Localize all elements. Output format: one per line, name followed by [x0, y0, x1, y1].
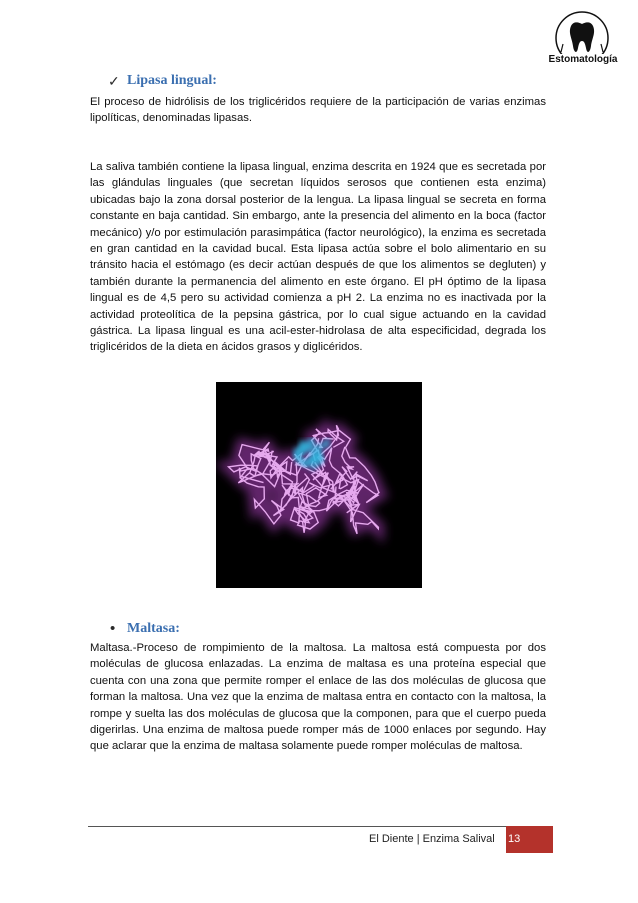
logo — [543, 8, 621, 72]
check-icon: ✓ — [108, 73, 120, 89]
bullet-icon: • — [110, 620, 116, 637]
maltasa-paragraph: Maltasa.-Proceso de rompimiento de la maltosa. La maltosa está compuesta por dos moléculas de glucosa enlazadas. La enzima de maltasa es una proteína especial que cuenta con una zona que permite romper el enlace de las dos moléculas de glucosa que forman la maltosa. Una vez que la enzima de maltasa entra en contacto con la maltosa, la rompe y suelta las dos moléculas de glucosa que la componen, para que el cuerpo pueda digerirlas. Una enzima de maltosa puede romper más de 1000 enlaces por segundo. Hay que aclarar que la enzima de maltasa solamente puede romper moléculas de maltosa. — [90, 642, 546, 753]
lipasa-paragraph: La saliva también contiene la lipasa lingual, enzima descrita en 1924 que es secretada por las glándulas linguales (que secretan líquidos serosos que contienen esta enzima) ubicadas bajo la zona dorsal posterior de la lengua. La lipasa lingual se secreta en forma constante en baja cantidad. Sin embargo, ante la presencia del alimento en la boca (factor mecánico) y/o por estimulación parasimpática (factor neurológico), la enzima es secretada en gran cantidad en la cavidad bucal. Esta lipasa actúa sobre el bolo alimentario en su tránsito hacia el estómago (es decir actúan después de que los alimentos se degluten) y también durante la permanencia del alimento en este órgano. El pH óptimo de la lipasa lingual es de 4,5 pero su actividad comienza a pH 2. La enzima no es inactivada por la actividad proteolítica de la pepsina gástrica, por lo cual sigue actuando en la cavidad gástrica. La lipasa lingual es una acil-ester-hidrolasa de alta especificidad, degrada los triglicéridos de la dieta en ácidos grasos y diglicéridos. — [90, 161, 546, 354]
section-title-maltasa: Maltasa: — [127, 621, 180, 636]
page-number: 13 — [508, 833, 521, 845]
footer-divider — [88, 826, 506, 827]
intro-paragraph: El proceso de hidrólisis de los triglicéridos requiere de la participación de varias enzimas lipolíticas, denominadas lipasas. — [90, 96, 546, 125]
protein-structure-image — [216, 382, 422, 588]
section-title-lipasa: Lipasa lingual: — [127, 73, 217, 88]
footer-text: El Diente | Enzima Salival — [369, 833, 495, 845]
logo-text: Estomatología — [545, 54, 621, 65]
